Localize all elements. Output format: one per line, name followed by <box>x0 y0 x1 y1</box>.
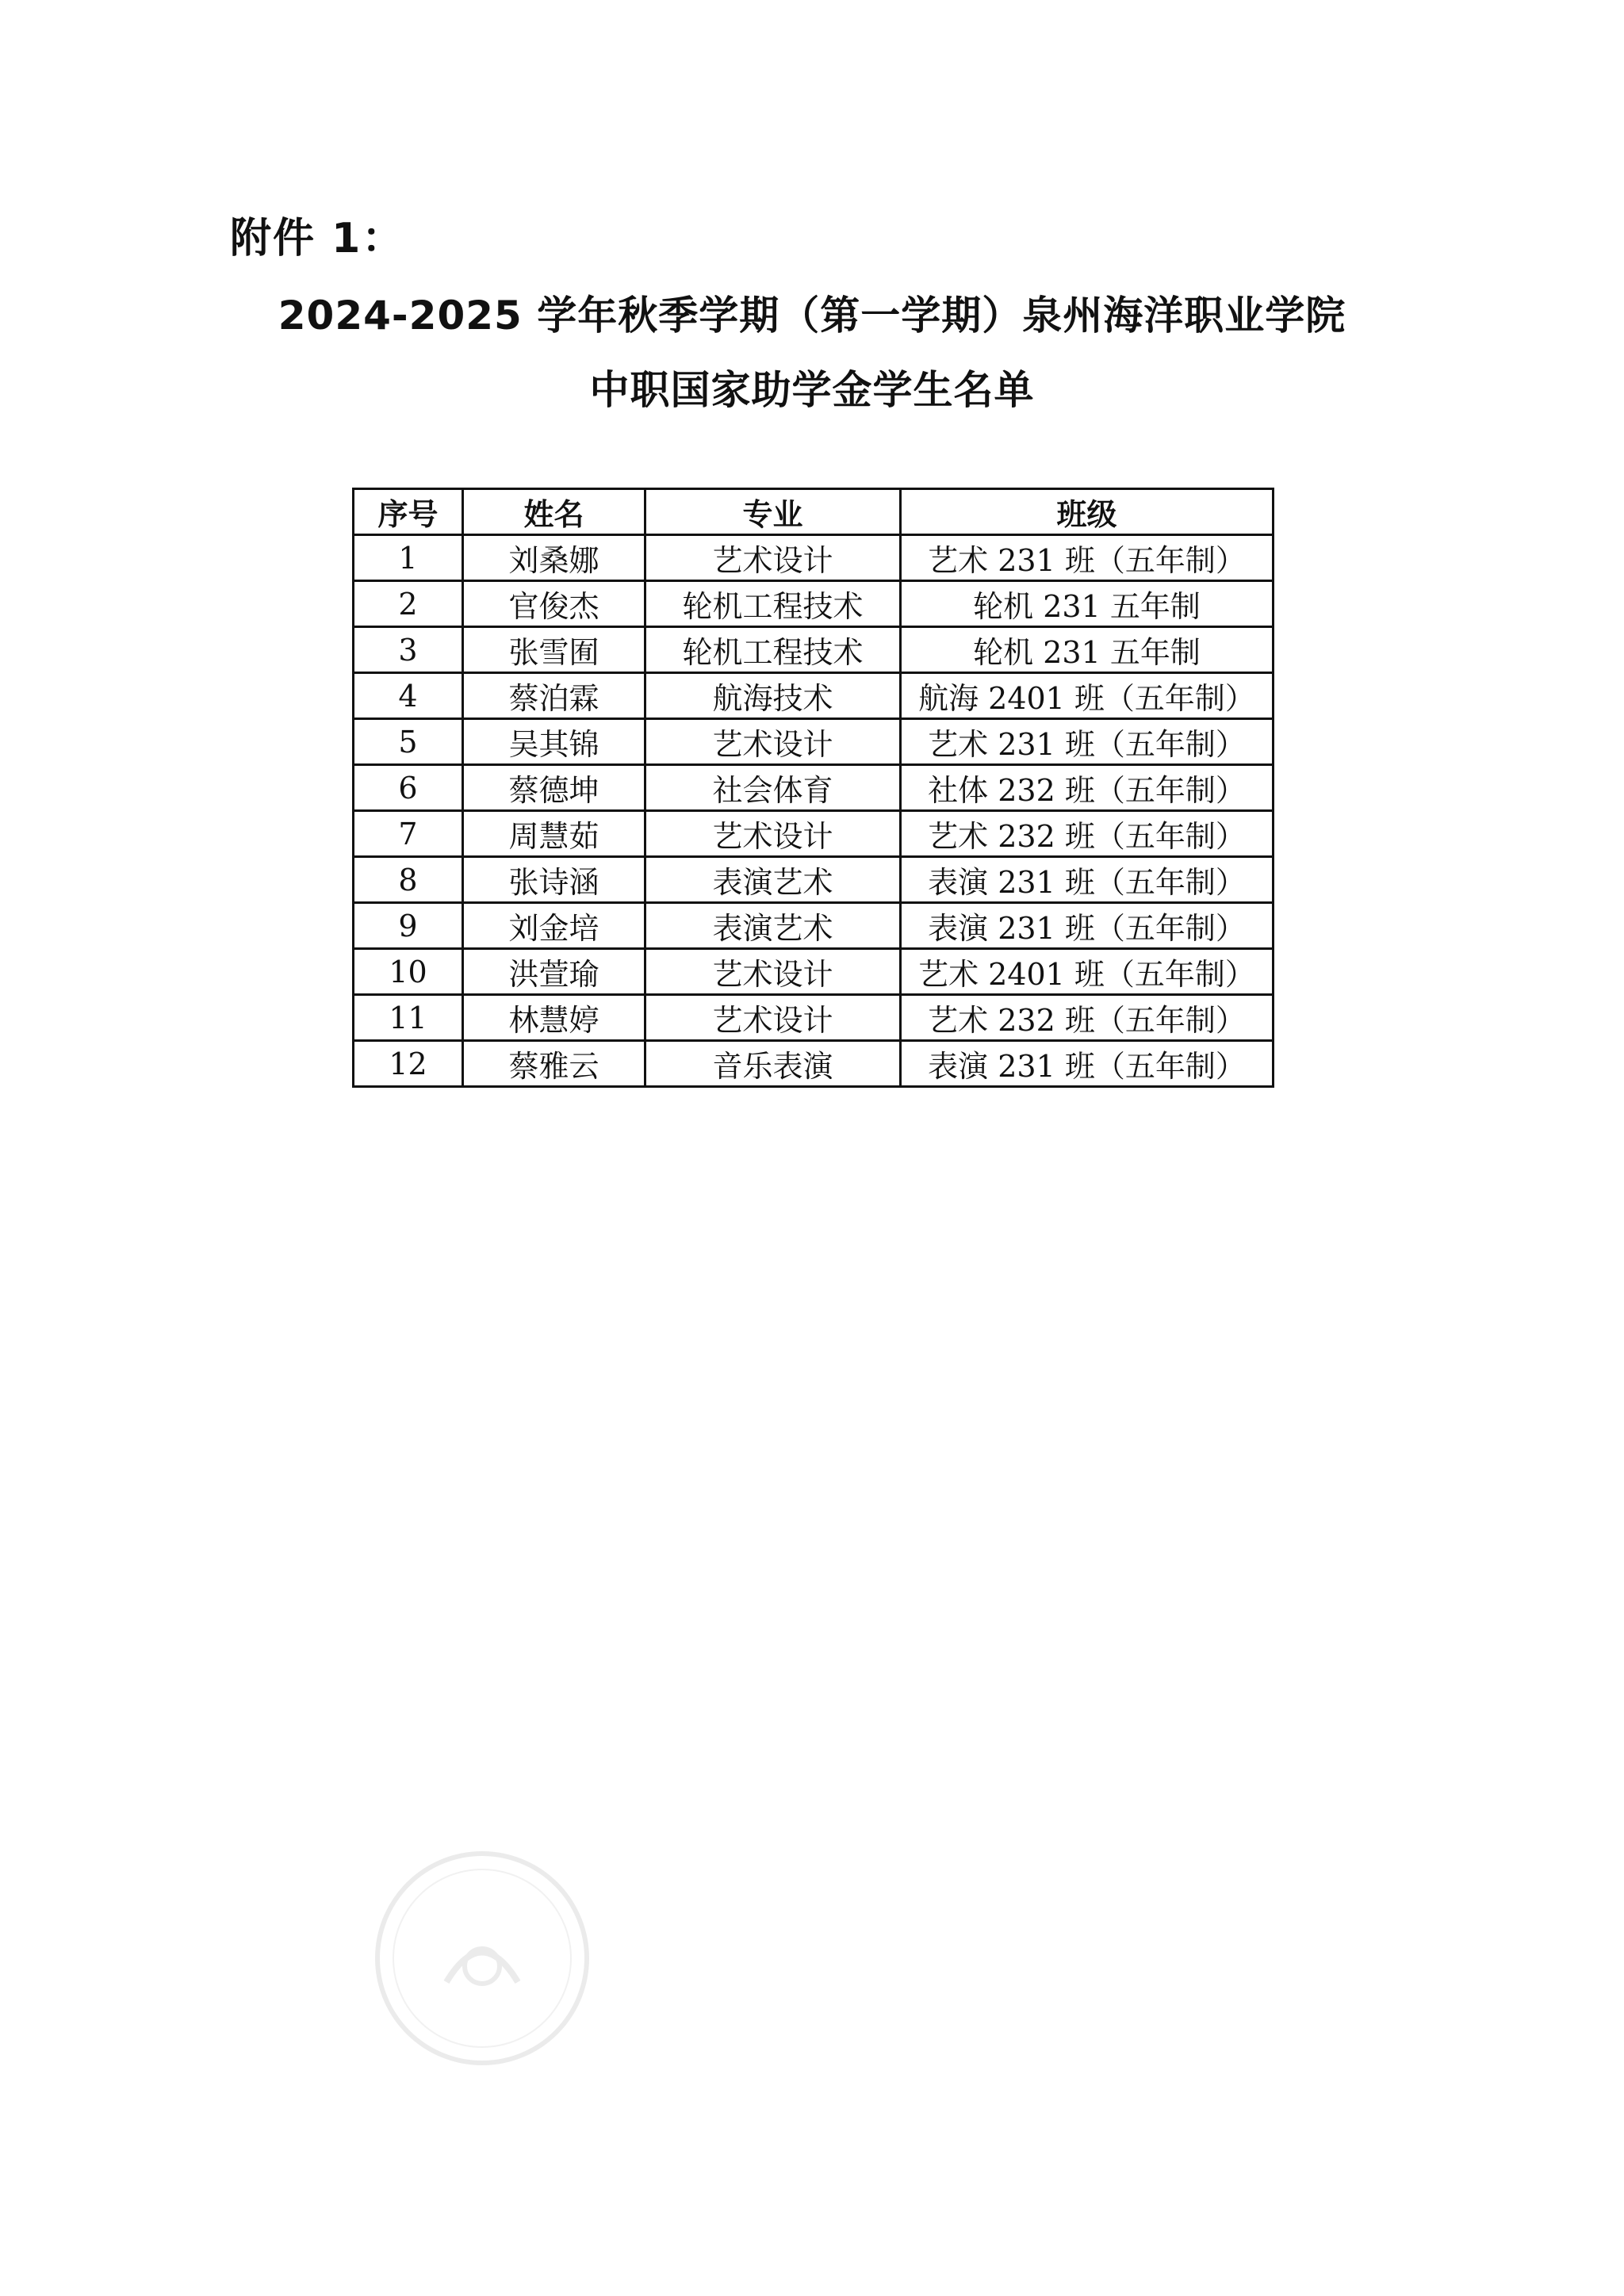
table-row <box>354 949 1274 995</box>
header-name: 姓名 <box>463 489 645 535</box>
cell-class: 艺术 232 班（五年制） <box>901 811 1274 857</box>
document-title-line1: 2024-2025 学年秋季学期（第一学期）泉州海洋职业学院 <box>278 293 1346 339</box>
cell-major: 艺术设计 <box>645 995 901 1041</box>
cell-major: 艺术设计 <box>645 535 901 581</box>
cell-name: 林慧婷 <box>463 995 645 1041</box>
table-row <box>354 995 1274 1041</box>
cell-seq: 11 <box>354 995 463 1041</box>
cell-name: 周慧茹 <box>463 811 645 857</box>
document-title-line2: 中职国家助学金学生名单 <box>589 367 1035 413</box>
cell-class: 航海 2401 班（五年制） <box>901 673 1274 719</box>
table-row <box>354 719 1274 765</box>
cell-name: 刘桑娜 <box>463 535 645 581</box>
cell-seq: 7 <box>354 811 463 857</box>
cell-seq: 2 <box>354 581 463 627</box>
cell-class: 艺术 232 班（五年制） <box>901 995 1274 1041</box>
cell-seq: 12 <box>354 1041 463 1087</box>
header-major: 专业 <box>645 489 901 535</box>
cell-class: 艺术 231 班（五年制） <box>901 719 1274 765</box>
cell-major: 社会体育 <box>645 765 901 811</box>
table-row <box>354 627 1274 673</box>
cell-seq: 1 <box>354 535 463 581</box>
student-list-table <box>352 488 1274 1088</box>
cell-class: 表演 231 班（五年制） <box>901 1041 1274 1087</box>
table-row <box>354 581 1274 627</box>
cell-class: 轮机 231 五年制 <box>901 627 1274 673</box>
cell-class: 社体 232 班（五年制） <box>901 765 1274 811</box>
cell-name: 蔡德坤 <box>463 765 645 811</box>
table-row <box>354 857 1274 903</box>
cell-major: 音乐表演 <box>645 1041 901 1087</box>
table-row <box>354 903 1274 949</box>
attachment-label: 附件 1： <box>230 215 405 262</box>
cell-name: 洪萱瑜 <box>463 949 645 995</box>
cell-class: 轮机 231 五年制 <box>901 581 1274 627</box>
table-row <box>354 535 1274 581</box>
cell-class: 表演 231 班（五年制） <box>901 857 1274 903</box>
cell-seq: 3 <box>354 627 463 673</box>
cell-class: 表演 231 班（五年制） <box>901 903 1274 949</box>
cell-name: 官俊杰 <box>463 581 645 627</box>
cell-seq: 6 <box>354 765 463 811</box>
cell-major: 艺术设计 <box>645 719 901 765</box>
table-header-row <box>354 489 1274 535</box>
cell-name: 刘金培 <box>463 903 645 949</box>
header-seq: 序号 <box>354 489 463 535</box>
cell-name: 蔡雅云 <box>463 1041 645 1087</box>
cell-seq: 5 <box>354 719 463 765</box>
cell-major: 轮机工程技术 <box>645 581 901 627</box>
cell-major: 轮机工程技术 <box>645 627 901 673</box>
cell-seq: 9 <box>354 903 463 949</box>
cell-class: 艺术 2401 班（五年制） <box>901 949 1274 995</box>
cell-seq: 4 <box>354 673 463 719</box>
cell-major: 表演艺术 <box>645 903 901 949</box>
table-row <box>354 1041 1274 1087</box>
cell-major: 表演艺术 <box>645 857 901 903</box>
cell-name: 张诗涵 <box>463 857 645 903</box>
header-class: 班级 <box>901 489 1274 535</box>
cell-name: 蔡泊霖 <box>463 673 645 719</box>
cell-seq: 10 <box>354 949 463 995</box>
cell-major: 航海技术 <box>645 673 901 719</box>
table-row <box>354 811 1274 857</box>
cell-name: 张雪囿 <box>463 627 645 673</box>
cell-major: 艺术设计 <box>645 811 901 857</box>
cell-major: 艺术设计 <box>645 949 901 995</box>
faint-seal-stamp <box>371 1847 593 2069</box>
table-row <box>354 673 1274 719</box>
cell-seq: 8 <box>354 857 463 903</box>
cell-class: 艺术 231 班（五年制） <box>901 535 1274 581</box>
table-row <box>354 765 1274 811</box>
cell-name: 吴其锦 <box>463 719 645 765</box>
